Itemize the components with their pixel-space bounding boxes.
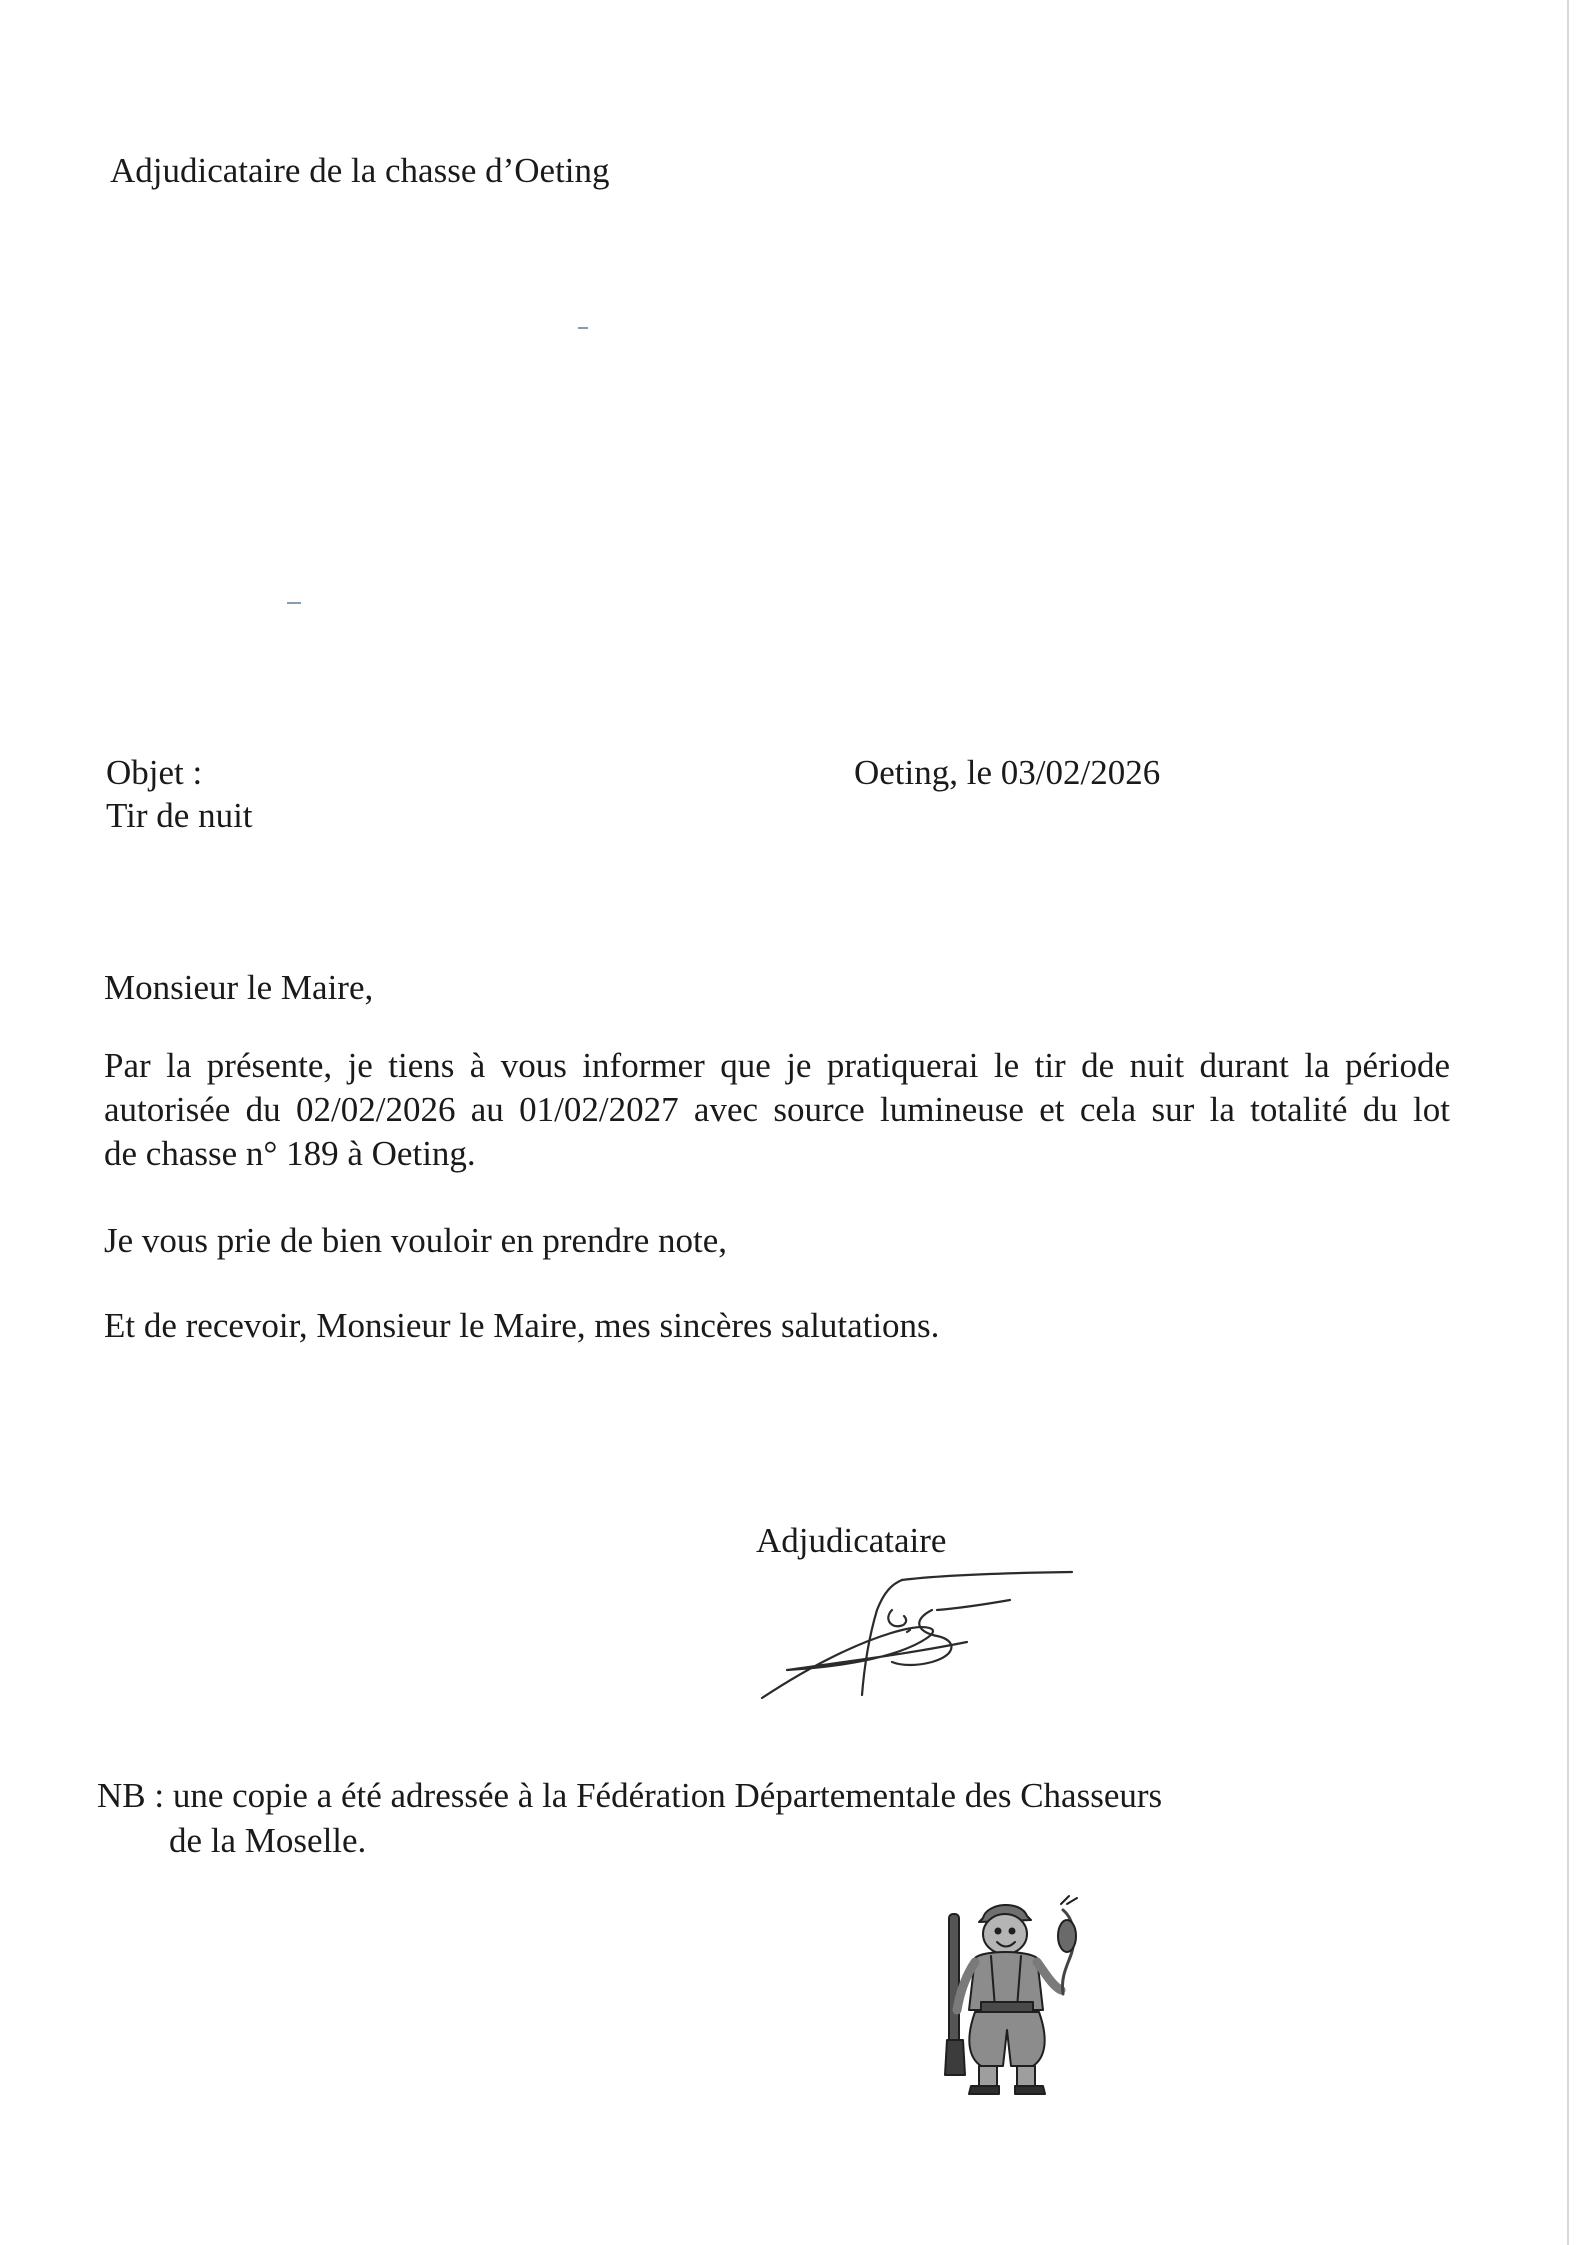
handwritten-signature: [752, 1570, 1082, 1700]
subject-value: Tir de nuit: [106, 796, 253, 835]
sender-line: Adjudicataire de la chasse d’Oeting: [110, 151, 610, 190]
closing-line: Et de recevoir, Monsieur le Maire, mes sincères salutations.: [104, 1306, 940, 1345]
scan-speck: [578, 327, 588, 329]
place-date-line: Oeting, le 03/02/2026: [854, 753, 1161, 792]
request-line: Je vous prie de bien vouloir en prendre note,: [104, 1221, 728, 1260]
scan-edge-line: [1567, 0, 1569, 2245]
body-paragraph: [104, 1045, 1450, 1177]
subject-label: Objet :: [106, 753, 203, 792]
body-line: autorisée du 02/02/2026 au 01/02/2027 avec source lumineuse et cela sur la totalité du lot: [104, 1090, 1450, 1129]
salutation: Monsieur le Maire,: [104, 968, 374, 1007]
scan-speck: [287, 602, 301, 604]
nb-note-line: NB : une copie a été adressée à la Fédération Départementale des Chasseurs: [97, 1776, 1163, 1815]
hunter-mascot-illustration: [935, 1890, 1095, 2100]
body-line: Par la présente, je tiens à vous informer que je pratiquerai le tir de nuit durant la période: [104, 1046, 1450, 1085]
signer-title: Adjudicataire: [756, 1521, 947, 1560]
nb-note-line: de la Moselle.: [169, 1821, 367, 1860]
body-line: de chasse n° 189 à Oeting.: [104, 1134, 476, 1173]
